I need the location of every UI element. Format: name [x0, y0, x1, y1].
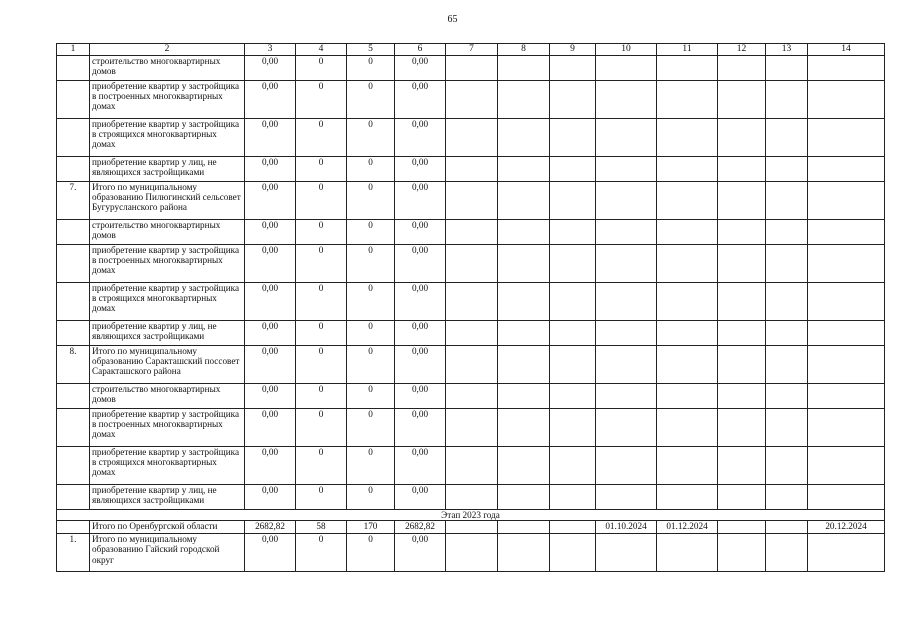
cell-value: 0	[296, 220, 347, 245]
cell-value: 0,00	[245, 321, 296, 346]
empty-cell	[766, 157, 808, 182]
row-label: приобретение квартир у лиц, не являющихся застройщиками	[90, 485, 245, 510]
empty-cell	[766, 56, 808, 81]
empty-cell	[446, 521, 498, 534]
cell-value: 0,00	[245, 245, 296, 283]
cell-value	[596, 119, 657, 157]
empty-cell	[766, 447, 808, 485]
cell-value	[808, 81, 885, 119]
cell-value: 0,00	[395, 245, 446, 283]
cell-value: 0	[347, 157, 395, 182]
cell-value: 0,00	[245, 56, 296, 81]
cell-value: 0	[347, 321, 395, 346]
row-label: Итого по Оренбургской области	[90, 521, 245, 534]
table-row	[57, 220, 885, 245]
row-number	[57, 521, 90, 534]
empty-cell	[446, 81, 498, 119]
cell-value: 0,00	[245, 485, 296, 510]
cell-value	[596, 447, 657, 485]
empty-cell	[446, 119, 498, 157]
cell-value	[596, 81, 657, 119]
cell-value: 58	[296, 521, 347, 534]
empty-cell	[498, 447, 550, 485]
cell-value: 0	[347, 245, 395, 283]
cell-value	[808, 409, 885, 447]
empty-cell	[446, 56, 498, 81]
cell-value	[657, 384, 718, 409]
table-row	[57, 56, 885, 81]
empty-cell	[550, 409, 596, 447]
empty-cell	[446, 245, 498, 283]
row-number	[57, 56, 90, 81]
column-header: 2	[90, 44, 245, 56]
table-row	[57, 119, 885, 157]
cell-value: 0,00	[245, 283, 296, 321]
cell-value: 0,00	[395, 220, 446, 245]
empty-cell	[766, 283, 808, 321]
empty-cell	[498, 157, 550, 182]
empty-cell	[550, 182, 596, 220]
column-header: 3	[245, 44, 296, 56]
empty-cell	[550, 447, 596, 485]
row-label: Итого по муниципальному образованию Саракташский поссовет Саракташского района	[90, 346, 245, 384]
cell-value: 0	[347, 81, 395, 119]
column-header: 5	[347, 44, 395, 56]
row-label: приобретение квартир у застройщика в строящихся многоквартирных домах	[90, 119, 245, 157]
row-label: приобретение квартир у застройщика в строящихся многоквартирных домах	[90, 283, 245, 321]
empty-cell	[446, 485, 498, 510]
empty-cell	[718, 534, 766, 572]
cell-value: 20.12.2024	[808, 521, 885, 534]
column-header: 11	[657, 44, 718, 56]
empty-cell	[550, 321, 596, 346]
empty-cell	[446, 409, 498, 447]
cell-value: 0,00	[245, 534, 296, 572]
cell-value	[596, 56, 657, 81]
empty-cell	[550, 384, 596, 409]
cell-value	[808, 245, 885, 283]
cell-value	[596, 409, 657, 447]
cell-value	[808, 447, 885, 485]
empty-cell	[766, 521, 808, 534]
stage-row	[57, 510, 885, 521]
cell-value: 01.12.2024	[657, 521, 718, 534]
cell-value	[596, 485, 657, 510]
empty-cell	[446, 534, 498, 572]
table-row	[57, 346, 885, 384]
cell-value	[596, 321, 657, 346]
cell-value: 0	[296, 157, 347, 182]
cell-value: 01.10.2024	[596, 521, 657, 534]
row-number: 1.	[57, 534, 90, 572]
column-header: 9	[550, 44, 596, 56]
empty-cell	[718, 220, 766, 245]
empty-cell	[766, 245, 808, 283]
cell-value: 0	[347, 447, 395, 485]
table-row	[57, 245, 885, 283]
empty-cell	[550, 245, 596, 283]
row-number: 7.	[57, 182, 90, 220]
empty-cell	[498, 521, 550, 534]
empty-cell	[550, 521, 596, 534]
cell-value: 0,00	[245, 157, 296, 182]
empty-cell	[718, 56, 766, 81]
empty-cell	[446, 283, 498, 321]
empty-cell	[446, 220, 498, 245]
row-label: строительство многоквартирных домов	[90, 384, 245, 409]
empty-cell	[446, 157, 498, 182]
cell-value	[808, 534, 885, 572]
cell-value: 0	[347, 409, 395, 447]
cell-value	[596, 534, 657, 572]
empty-cell	[766, 321, 808, 346]
cell-value	[808, 283, 885, 321]
cell-value: 0,00	[245, 182, 296, 220]
empty-cell	[446, 182, 498, 220]
column-header: 13	[766, 44, 808, 56]
row-number	[57, 283, 90, 321]
table-row	[57, 283, 885, 321]
cell-value	[808, 220, 885, 245]
cell-value: 0	[296, 245, 347, 283]
empty-cell	[498, 534, 550, 572]
cell-value: 0	[347, 485, 395, 510]
cell-value	[657, 157, 718, 182]
empty-cell	[550, 283, 596, 321]
empty-cell	[550, 157, 596, 182]
cell-value: 0,00	[395, 157, 446, 182]
cell-value	[657, 409, 718, 447]
cell-value: 170	[347, 521, 395, 534]
cell-value	[808, 346, 885, 384]
cell-value: 0,00	[395, 119, 446, 157]
row-label: Итого по муниципальному образованию Гайский городской округ	[90, 534, 245, 572]
cell-value: 0,00	[395, 283, 446, 321]
cell-value	[657, 81, 718, 119]
cell-value: 0	[296, 346, 347, 384]
column-header: 8	[498, 44, 550, 56]
cell-value	[657, 119, 718, 157]
row-number	[57, 81, 90, 119]
empty-cell	[718, 81, 766, 119]
total-row	[57, 521, 885, 534]
empty-cell	[718, 409, 766, 447]
cell-value	[657, 485, 718, 510]
cell-value: 0,00	[245, 384, 296, 409]
cell-value: 0	[347, 346, 395, 384]
cell-value: 0	[296, 56, 347, 81]
cell-value	[596, 346, 657, 384]
cell-value: 0	[296, 485, 347, 510]
empty-cell	[498, 81, 550, 119]
row-label: приобретение квартир у лиц, не являющихся застройщиками	[90, 157, 245, 182]
cell-value: 0,00	[245, 119, 296, 157]
stage-label: Этап 2023 года	[57, 510, 885, 521]
cell-value: 0	[347, 119, 395, 157]
empty-cell	[766, 182, 808, 220]
empty-cell	[718, 182, 766, 220]
row-label: приобретение квартир у лиц, не являющихся застройщиками	[90, 321, 245, 346]
column-header: 10	[596, 44, 657, 56]
cell-value	[808, 485, 885, 510]
column-header: 12	[718, 44, 766, 56]
cell-value: 2682,82	[245, 521, 296, 534]
column-header: 1	[57, 44, 90, 56]
cell-value	[808, 384, 885, 409]
cell-value	[657, 283, 718, 321]
table-row	[57, 321, 885, 346]
cell-value	[657, 182, 718, 220]
cell-value: 0	[347, 283, 395, 321]
cell-value	[808, 321, 885, 346]
table-row	[57, 485, 885, 510]
column-header: 4	[296, 44, 347, 56]
cell-value: 0,00	[245, 447, 296, 485]
cell-value: 0	[296, 409, 347, 447]
empty-cell	[718, 119, 766, 157]
cell-value	[657, 220, 718, 245]
column-header: 7	[446, 44, 498, 56]
cell-value: 0	[296, 321, 347, 346]
empty-cell	[718, 157, 766, 182]
empty-cell	[766, 384, 808, 409]
row-number	[57, 321, 90, 346]
row-number	[57, 245, 90, 283]
cell-value: 0,00	[245, 409, 296, 447]
row-label: Итого по муниципальному образованию Пилюгинский сельсовет Бугурусланского района	[90, 182, 245, 220]
empty-cell	[550, 81, 596, 119]
cell-value: 0	[347, 182, 395, 220]
cell-value: 0,00	[395, 409, 446, 447]
table-row	[57, 447, 885, 485]
column-header: 6	[395, 44, 446, 56]
empty-cell	[718, 245, 766, 283]
empty-cell	[550, 56, 596, 81]
cell-value	[596, 220, 657, 245]
empty-cell	[766, 346, 808, 384]
row-number	[57, 220, 90, 245]
cell-value: 0,00	[395, 321, 446, 346]
cell-value	[657, 346, 718, 384]
empty-cell	[498, 321, 550, 346]
row-number	[57, 447, 90, 485]
row-label: приобретение квартир у застройщика в построенных многоквартирных домах	[90, 81, 245, 119]
row-label: приобретение квартир у застройщика в построенных многоквартирных домах	[90, 245, 245, 283]
row-number	[57, 157, 90, 182]
table-row	[57, 384, 885, 409]
empty-cell	[718, 384, 766, 409]
empty-cell	[766, 220, 808, 245]
row-number	[57, 409, 90, 447]
cell-value	[596, 157, 657, 182]
empty-cell	[550, 119, 596, 157]
row-label: приобретение квартир у застройщика в строящихся многоквартирных домах	[90, 447, 245, 485]
empty-cell	[766, 81, 808, 119]
empty-cell	[498, 384, 550, 409]
row-label: строительство многоквартирных домов	[90, 56, 245, 81]
empty-cell	[550, 220, 596, 245]
empty-cell	[498, 119, 550, 157]
cell-value: 0,00	[395, 485, 446, 510]
cell-value: 0	[296, 182, 347, 220]
header-row	[57, 44, 885, 56]
empty-cell	[550, 485, 596, 510]
empty-cell	[718, 346, 766, 384]
cell-value	[657, 447, 718, 485]
empty-cell	[766, 409, 808, 447]
empty-cell	[766, 534, 808, 572]
empty-cell	[498, 182, 550, 220]
cell-value: 0,00	[395, 346, 446, 384]
empty-cell	[718, 521, 766, 534]
cell-value	[596, 182, 657, 220]
cell-value	[657, 534, 718, 572]
empty-cell	[766, 485, 808, 510]
row-label: строительство многоквартирных домов	[90, 220, 245, 245]
cell-value: 0	[347, 220, 395, 245]
cell-value	[808, 182, 885, 220]
cell-value	[808, 157, 885, 182]
empty-cell	[446, 321, 498, 346]
empty-cell	[718, 485, 766, 510]
empty-cell	[498, 346, 550, 384]
cell-value	[808, 119, 885, 157]
cell-value: 0	[347, 534, 395, 572]
empty-cell	[498, 245, 550, 283]
cell-value: 0	[347, 56, 395, 81]
empty-cell	[446, 447, 498, 485]
empty-cell	[498, 220, 550, 245]
cell-value: 0,00	[245, 346, 296, 384]
row-label: приобретение квартир у застройщика в построенных многоквартирных домах	[90, 409, 245, 447]
cell-value	[657, 245, 718, 283]
table-row	[57, 182, 885, 220]
empty-cell	[498, 485, 550, 510]
cell-value: 0	[296, 447, 347, 485]
empty-cell	[550, 534, 596, 572]
cell-value: 0	[296, 384, 347, 409]
empty-cell	[498, 56, 550, 81]
cell-value: 0	[296, 534, 347, 572]
cell-value: 0,00	[395, 56, 446, 81]
row-number	[57, 384, 90, 409]
empty-cell	[498, 409, 550, 447]
data-table	[56, 43, 885, 572]
cell-value: 0,00	[395, 81, 446, 119]
cell-value: 2682,82	[395, 521, 446, 534]
cell-value: 0	[296, 283, 347, 321]
empty-cell	[550, 346, 596, 384]
table-row	[57, 409, 885, 447]
cell-value: 0	[296, 81, 347, 119]
cell-value: 0,00	[395, 534, 446, 572]
empty-cell	[718, 447, 766, 485]
cell-value: 0,00	[395, 384, 446, 409]
empty-cell	[718, 321, 766, 346]
cell-value: 0,00	[395, 447, 446, 485]
empty-cell	[498, 283, 550, 321]
page-number: 65	[447, 14, 458, 25]
cell-value	[596, 245, 657, 283]
cell-value	[596, 283, 657, 321]
cell-value: 0	[347, 384, 395, 409]
empty-cell	[718, 283, 766, 321]
row-number	[57, 119, 90, 157]
cell-value: 0,00	[395, 182, 446, 220]
empty-cell	[446, 384, 498, 409]
cell-value	[657, 56, 718, 81]
column-header: 14	[808, 44, 885, 56]
table-row	[57, 157, 885, 182]
cell-value	[808, 56, 885, 81]
cell-value: 0,00	[245, 220, 296, 245]
cell-value	[657, 321, 718, 346]
cell-value	[596, 384, 657, 409]
cell-value: 0	[296, 119, 347, 157]
row-number: 8.	[57, 346, 90, 384]
empty-cell	[766, 119, 808, 157]
row-number	[57, 485, 90, 510]
table-row	[57, 81, 885, 119]
table-row	[57, 534, 885, 572]
cell-value: 0,00	[245, 81, 296, 119]
empty-cell	[446, 346, 498, 384]
